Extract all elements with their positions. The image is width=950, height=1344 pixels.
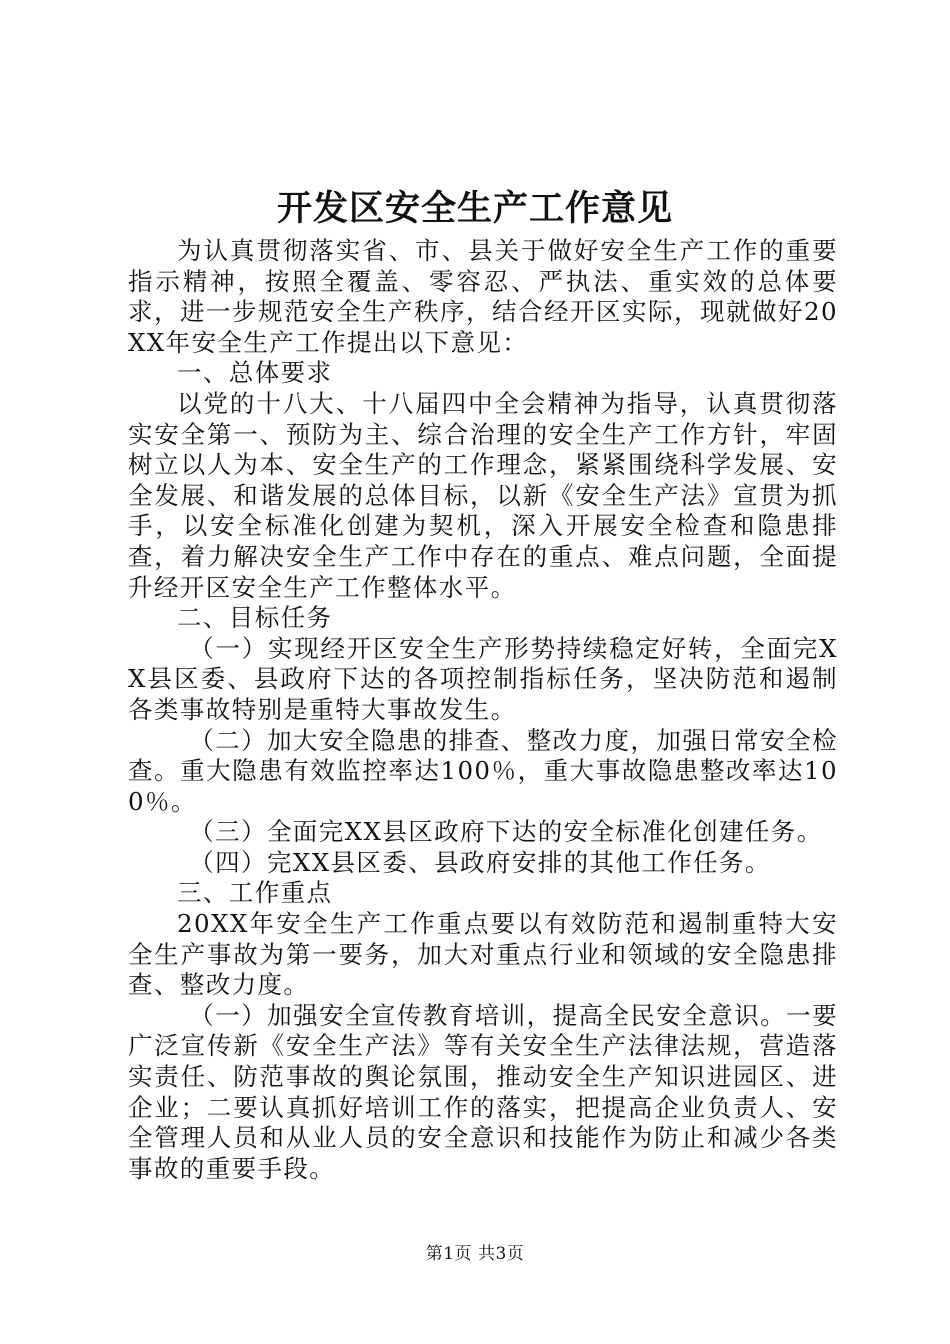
target-item-1: （一）实现经开区安全生产形势持续稳定好转，全面完XX县区委、县政府下达的各项控制指标任务，坚决防范和遏制各类事故特别是重特大事故发生。 <box>128 633 838 724</box>
page-footer: 第1页 共3页 <box>425 1244 525 1264</box>
section-heading-overall-requirements: 一、总体要求 <box>177 358 333 388</box>
key-work-paragraph: 20XX年安全生产工作重点要以有效防范和遏制重特大安全生产事故为第一要务，加大对重点行业和领域的安全隐患排查、整改力度。 <box>128 909 838 1000</box>
key-work-item-1: （一）加强安全宣传教育培训，提高全民安全意识。一要广泛宣传新《安全生产法》等有关安全生产法律法规，营造落实责任、防范事故的舆论氛围，推动安全生产知识进园区、进企业；二要认真抓好培训工作的落实，把提高企业负责人、安全管理人员和从业人员的安全意识和技能作为防止和减少各类事故的重要手段。 <box>128 1000 838 1183</box>
overall-requirements-paragraph: 以党的十八大、十八届四中全会精神为指导，认真贯彻落实安全第一、预防为主、综合治理的安全生产工作方针，牢固树立以人为本、安全生产的工作理念，紧紧围绕科学发展、安全发展、和谐发展的总体目标，以新《安全生产法》宣贯为抓手，以安全标准化创建为契机，深入开展安全检查和隐患排查，着力解决安全生产工作中存在的重点、难点问题，全面提升经开区安全生产工作整体水平。 <box>128 388 838 602</box>
document-body <box>128 236 838 1184</box>
target-item-2: （二）加大安全隐患的排查、整改力度，加强日常安全检查。重大隐患有效监控率达100％，重大事故隐患整改率达100％。 <box>128 725 838 816</box>
target-item-4: （四）完XX县区委、县政府安排的其他工作任务。 <box>189 847 771 877</box>
target-item-3: （三）全面完XX县区政府下达的安全标准化创建任务。 <box>189 817 823 847</box>
section-heading-key-work: 三、工作重点 <box>177 878 333 908</box>
intro-paragraph: 为认真贯彻落实省、市、县关于做好安全生产工作的重要指示精神，按照全覆盖、零容忍、严执法、重实效的总体要求，进一步规范安全生产秩序，结合经开区实际，现就做好20XX年安全生产工作提出以下意见： <box>128 236 838 357</box>
document-title: 开发区安全生产工作意见 <box>276 188 673 229</box>
section-heading-targets: 二、目标任务 <box>177 603 333 633</box>
